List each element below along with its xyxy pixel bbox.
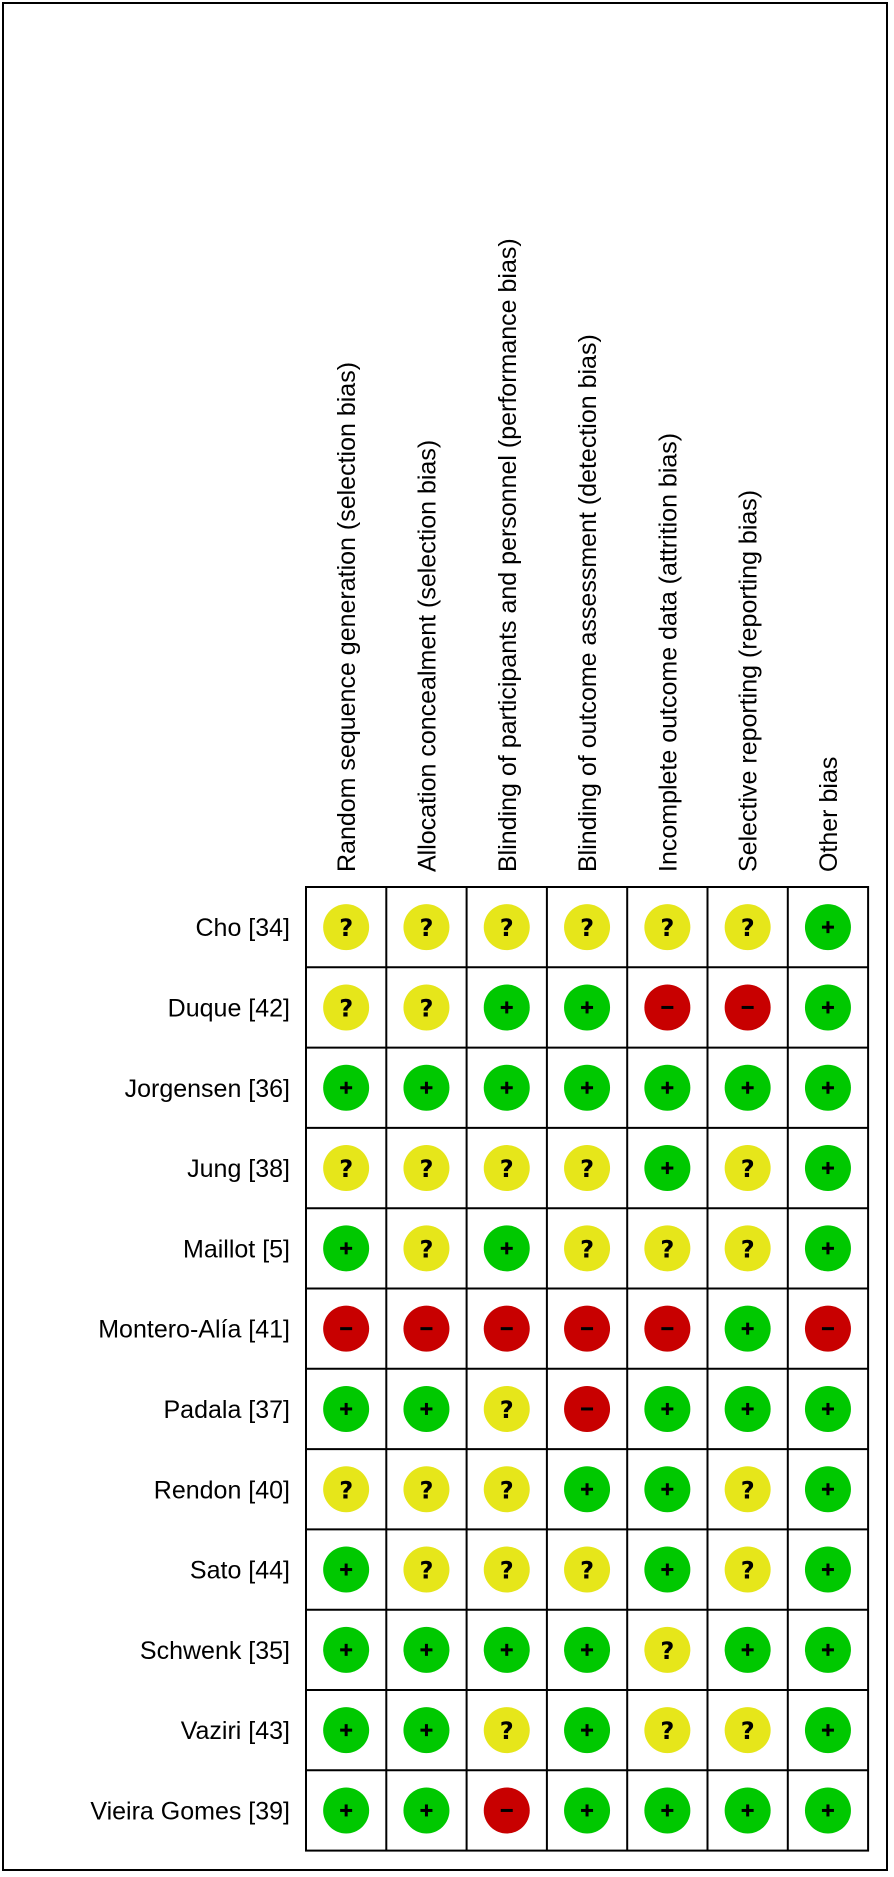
plus-v [826, 1162, 829, 1174]
rating-low [805, 1065, 851, 1111]
question-icon: ? [580, 914, 595, 943]
minus-icon [581, 1407, 593, 1410]
plus-v [746, 1804, 749, 1816]
plus-v [345, 1804, 348, 1816]
rating-low [323, 1787, 369, 1833]
study-label: Rendon [40] [153, 1476, 290, 1505]
rating-low [403, 1707, 449, 1753]
rating-high [564, 1386, 610, 1432]
minus-icon [501, 1327, 513, 1330]
question-icon: ? [660, 1717, 675, 1746]
question-icon: ? [339, 914, 354, 943]
rating-low [725, 1306, 771, 1352]
rating-low [644, 1145, 690, 1191]
rating-low [323, 1627, 369, 1673]
plus-v [345, 1082, 348, 1094]
rating-low [484, 1627, 530, 1673]
rating-unclear [725, 1707, 771, 1753]
plus-v [345, 1644, 348, 1656]
plus-v [586, 1001, 589, 1013]
question-icon: ? [740, 1235, 755, 1264]
plus-v [666, 1804, 669, 1816]
rating-high [725, 984, 771, 1030]
plus-v [586, 1724, 589, 1736]
rating-unclear [403, 1466, 449, 1512]
study-label: Montero-Alía [41] [98, 1315, 290, 1344]
rating-unclear [564, 1547, 610, 1593]
rating-high [403, 1306, 449, 1352]
rating-high [484, 1306, 530, 1352]
question-icon: ? [419, 1556, 434, 1585]
plus-v [746, 1082, 749, 1094]
plus-v [826, 1724, 829, 1736]
question-icon: ? [499, 1476, 514, 1505]
plus-v [666, 1162, 669, 1174]
question-icon: ? [339, 1155, 354, 1184]
rating-high [805, 1306, 851, 1352]
rating-unclear [484, 1466, 530, 1512]
plus-v [505, 1001, 508, 1013]
rating-low [403, 1787, 449, 1833]
rating-low [564, 1627, 610, 1673]
question-icon: ? [740, 914, 755, 943]
rating-low [323, 1065, 369, 1111]
plus-v [345, 1724, 348, 1736]
rating-low [484, 1065, 530, 1111]
study-label: Jorgensen [36] [124, 1074, 290, 1103]
rating-unclear [725, 1225, 771, 1271]
plus-v [425, 1804, 428, 1816]
plus-v [505, 1242, 508, 1254]
rating-unclear [644, 1707, 690, 1753]
rating-low [805, 1547, 851, 1593]
rating-unclear [323, 1145, 369, 1191]
rating-low [564, 1466, 610, 1512]
rating-low [644, 1065, 690, 1111]
domain-label-3: Blinding of participants and personnel (performance bias) [493, 238, 522, 872]
rating-unclear [564, 904, 610, 950]
rating-low [323, 1225, 369, 1271]
rating-unclear [323, 1466, 369, 1512]
rating-low [644, 1547, 690, 1593]
rating-low [644, 1466, 690, 1512]
rating-unclear [484, 1547, 530, 1593]
study-label: Maillot [5] [183, 1235, 290, 1264]
question-icon: ? [580, 1556, 595, 1585]
rating-low [644, 1787, 690, 1833]
rating-low [805, 984, 851, 1030]
rating-unclear [725, 1466, 771, 1512]
rating-high [323, 1306, 369, 1352]
rating-low [725, 1787, 771, 1833]
plus-v [586, 1483, 589, 1495]
rating-low [644, 1386, 690, 1432]
rating-high [644, 984, 690, 1030]
plus-v [826, 1082, 829, 1094]
rating-high [564, 1306, 610, 1352]
rating-unclear [564, 1145, 610, 1191]
minus-icon [661, 1327, 673, 1330]
rating-low [564, 1065, 610, 1111]
question-icon: ? [499, 1717, 514, 1746]
domain-label-4: Blinding of outcome assessment (detection bias) [574, 334, 603, 872]
minus-icon [822, 1327, 834, 1330]
question-icon: ? [499, 914, 514, 943]
plus-v [666, 1483, 669, 1495]
study-label: Cho [34] [195, 914, 290, 943]
question-icon: ? [339, 994, 354, 1023]
rating-low [805, 1466, 851, 1512]
question-icon: ? [419, 1235, 434, 1264]
plus-v [425, 1403, 428, 1415]
plus-v [425, 1644, 428, 1656]
minus-icon [420, 1327, 432, 1330]
question-icon: ? [740, 1556, 755, 1585]
question-icon: ? [580, 1235, 595, 1264]
question-icon: ? [660, 1235, 675, 1264]
rating-unclear [725, 1145, 771, 1191]
study-label: Schwenk [35] [139, 1636, 290, 1665]
plus-v [826, 1483, 829, 1495]
domain-label-1: Random sequence generation (selection bias) [333, 361, 362, 872]
question-icon: ? [580, 1155, 595, 1184]
rating-unclear [644, 1225, 690, 1271]
rating-unclear [564, 1225, 610, 1271]
rating-low [805, 1145, 851, 1191]
question-icon: ? [660, 1636, 675, 1665]
rating-low [564, 984, 610, 1030]
question-icon: ? [660, 914, 675, 943]
plus-v [826, 1001, 829, 1013]
minus-icon [581, 1327, 593, 1330]
rating-unclear [403, 984, 449, 1030]
rating-low [403, 1386, 449, 1432]
rating-unclear [644, 1627, 690, 1673]
domain-label-6: Selective reporting (reporting bias) [734, 489, 763, 872]
rating-low [725, 1627, 771, 1673]
plus-v [345, 1564, 348, 1576]
plus-v [425, 1724, 428, 1736]
rating-low [323, 1547, 369, 1593]
question-icon: ? [740, 1476, 755, 1505]
rating-unclear [484, 904, 530, 950]
rating-unclear [484, 1386, 530, 1432]
rating-unclear [403, 1145, 449, 1191]
rating-unclear [403, 1547, 449, 1593]
domain-label-7: Other bias [814, 756, 843, 872]
plus-v [505, 1082, 508, 1094]
domain-label-2: Allocation concealment (selection bias) [413, 439, 442, 872]
minus-icon [661, 1006, 673, 1009]
rating-unclear [644, 904, 690, 950]
minus-icon [340, 1327, 352, 1330]
plus-v [746, 1644, 749, 1656]
plus-v [345, 1403, 348, 1415]
plus-v [425, 1082, 428, 1094]
rating-high [644, 1306, 690, 1352]
rating-low [805, 1707, 851, 1753]
rating-low [564, 1787, 610, 1833]
rating-low [323, 1707, 369, 1753]
question-icon: ? [740, 1717, 755, 1746]
rating-low [484, 1225, 530, 1271]
plus-v [826, 921, 829, 933]
plus-v [666, 1082, 669, 1094]
plus-v [505, 1644, 508, 1656]
minus-icon [501, 1809, 513, 1812]
rating-low [725, 1065, 771, 1111]
plus-v [826, 1403, 829, 1415]
rating-unclear [725, 1547, 771, 1593]
question-icon: ? [499, 1155, 514, 1184]
rating-unclear [484, 1145, 530, 1191]
plus-v [666, 1564, 669, 1576]
rating-low [805, 1386, 851, 1432]
question-icon: ? [419, 914, 434, 943]
minus-icon [742, 1006, 754, 1009]
study-label: Padala [37] [163, 1395, 290, 1424]
plus-v [826, 1564, 829, 1576]
plus-v [586, 1804, 589, 1816]
question-icon: ? [419, 1155, 434, 1184]
question-icon: ? [419, 994, 434, 1023]
rating-unclear [323, 904, 369, 950]
study-label: Vaziri [43] [180, 1717, 290, 1746]
rating-unclear [725, 904, 771, 950]
rating-unclear [403, 1225, 449, 1271]
plus-v [586, 1644, 589, 1656]
rating-low [403, 1065, 449, 1111]
rating-low [805, 1225, 851, 1271]
plus-v [345, 1242, 348, 1254]
plus-v [746, 1323, 749, 1335]
study-label: Sato [44] [189, 1556, 290, 1585]
rating-low [805, 904, 851, 950]
question-icon: ? [740, 1155, 755, 1184]
study-label: Vieira Gomes [39] [90, 1797, 290, 1826]
rating-unclear [323, 984, 369, 1030]
study-label: Jung [38] [187, 1155, 290, 1184]
question-icon: ? [499, 1395, 514, 1424]
rating-unclear [403, 904, 449, 950]
rating-low [805, 1787, 851, 1833]
domain-label-5: Incomplete outcome data (attrition bias) [654, 432, 683, 872]
rating-low [564, 1707, 610, 1753]
plus-v [586, 1082, 589, 1094]
rating-low [323, 1386, 369, 1432]
question-icon: ? [339, 1476, 354, 1505]
question-icon: ? [419, 1476, 434, 1505]
rating-unclear [484, 1707, 530, 1753]
plus-v [826, 1242, 829, 1254]
question-icon: ? [499, 1556, 514, 1585]
plus-v [666, 1403, 669, 1415]
study-label: Duque [42] [167, 994, 290, 1023]
plus-v [746, 1403, 749, 1415]
rating-low [725, 1386, 771, 1432]
plus-v [826, 1644, 829, 1656]
plus-v [826, 1804, 829, 1816]
rating-high [484, 1787, 530, 1833]
rating-low [403, 1627, 449, 1673]
rating-low [805, 1627, 851, 1673]
rating-low [484, 984, 530, 1030]
